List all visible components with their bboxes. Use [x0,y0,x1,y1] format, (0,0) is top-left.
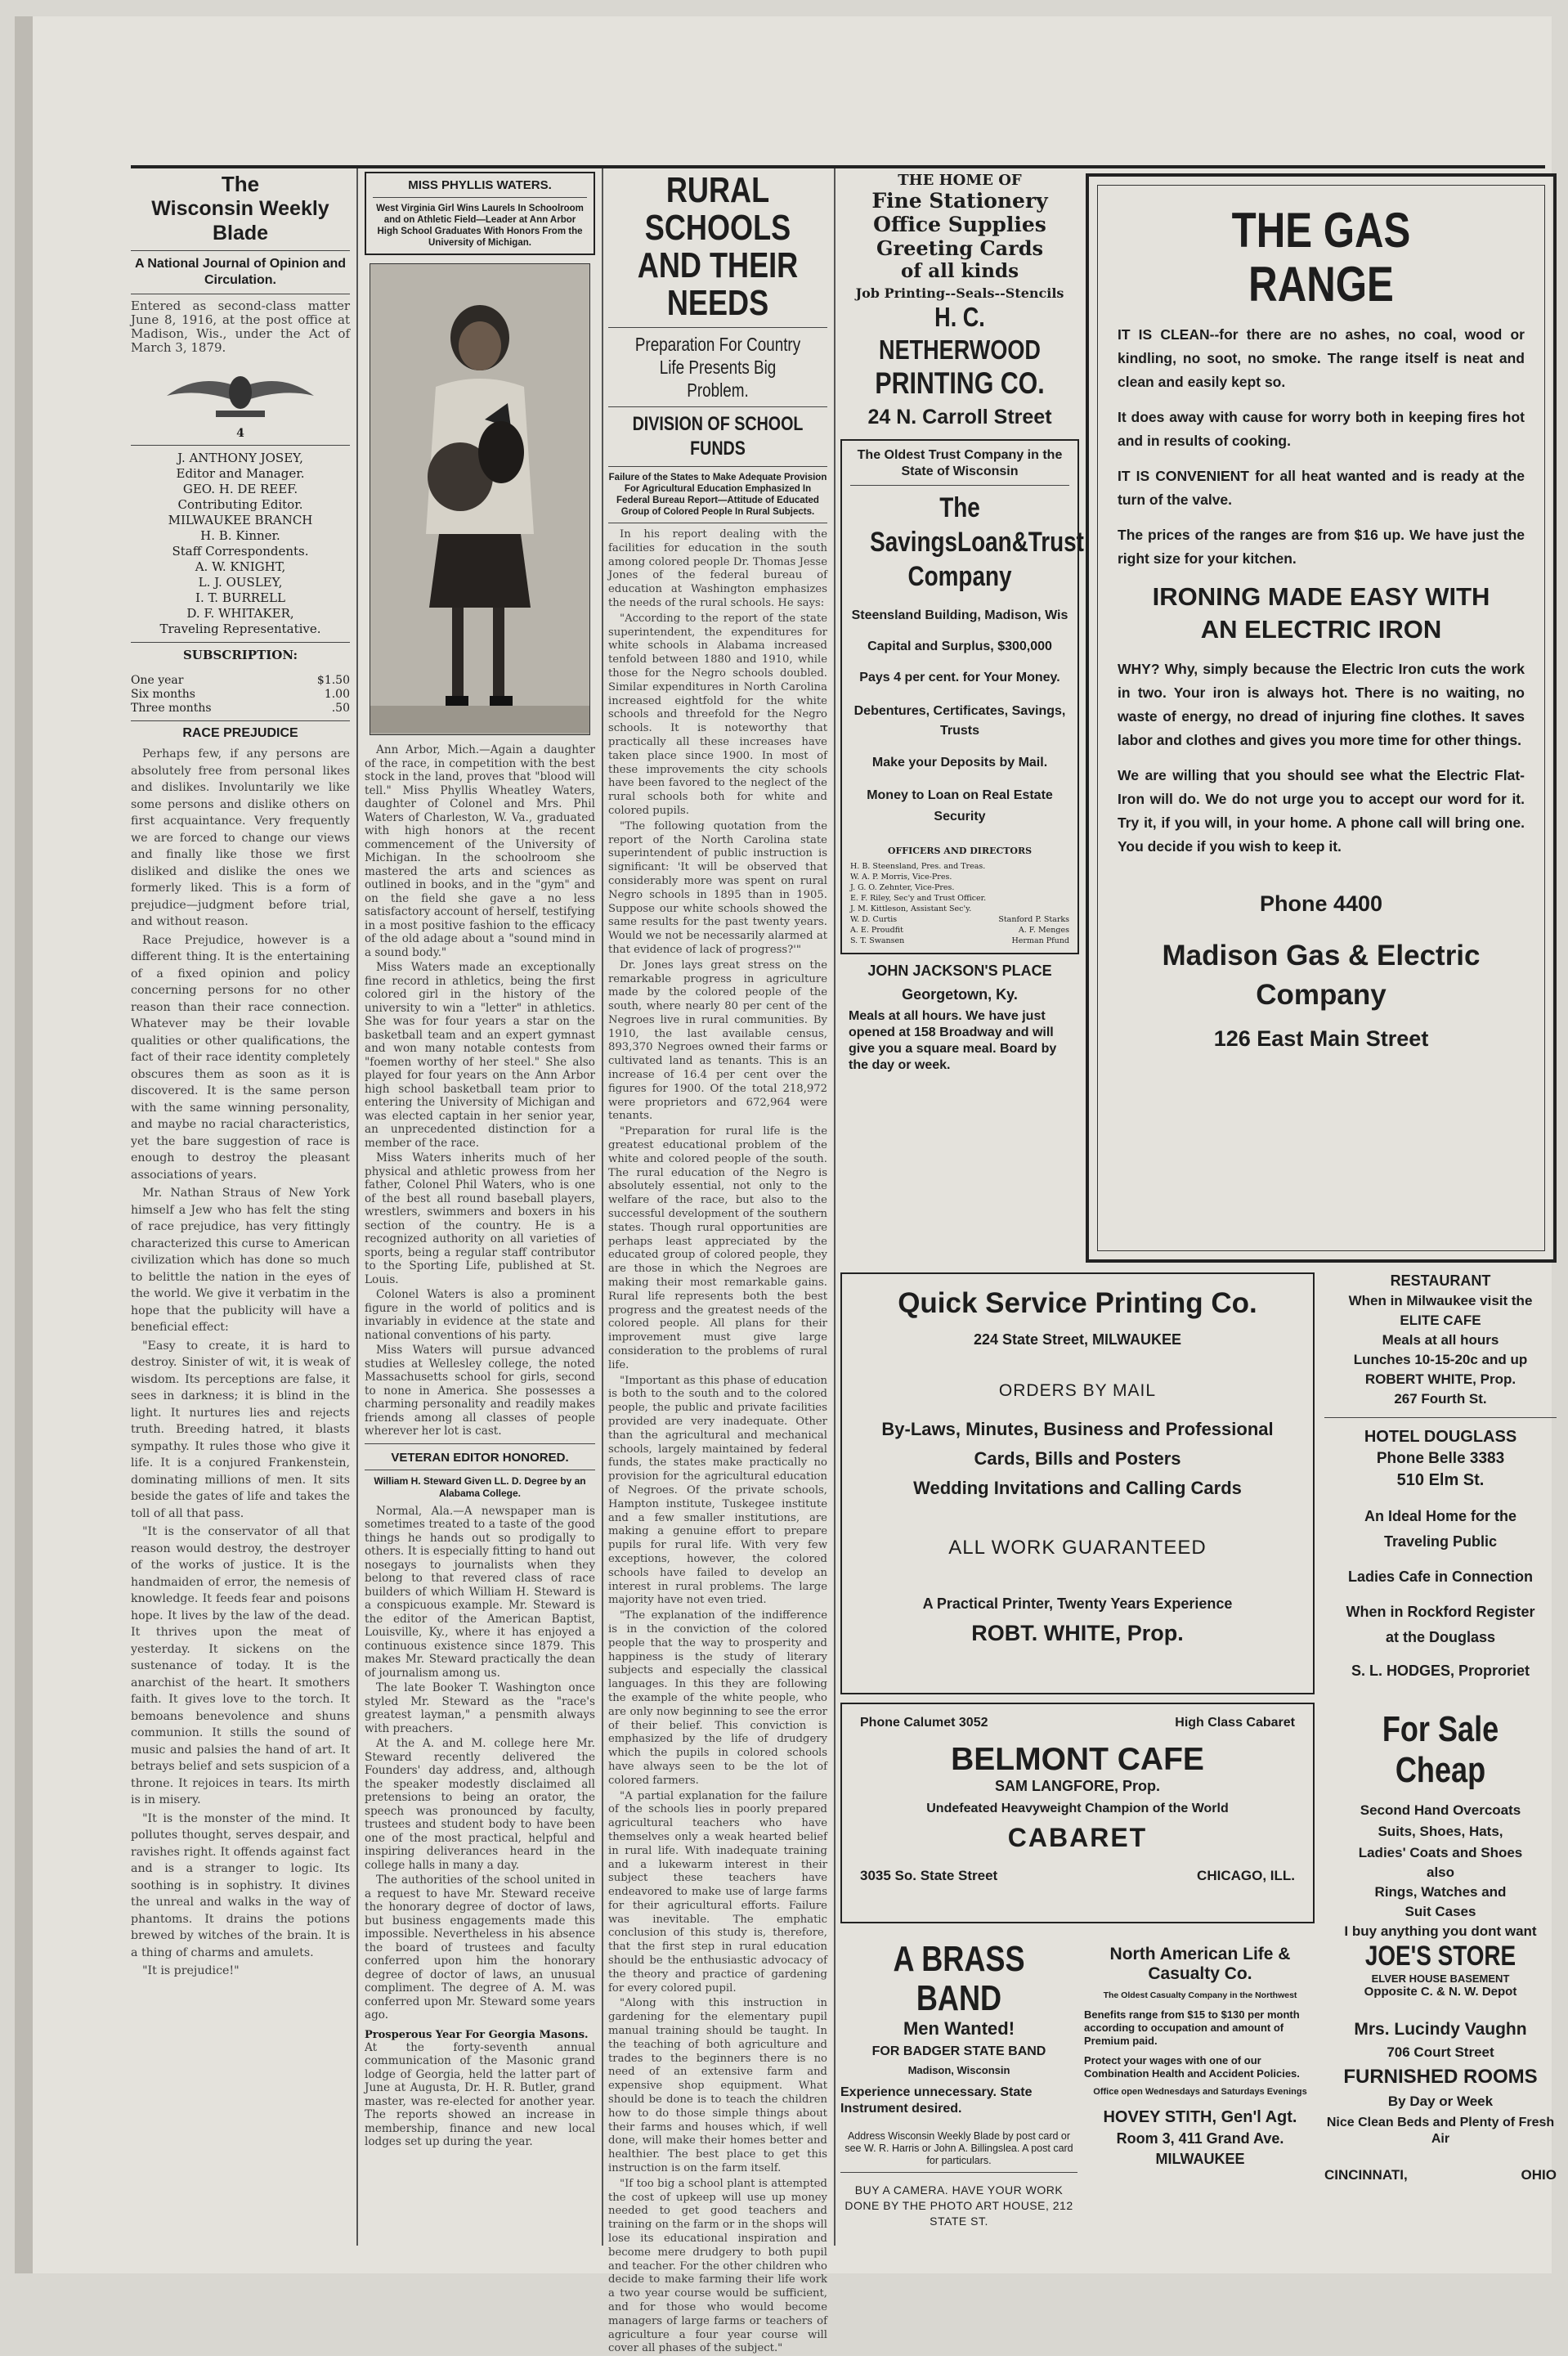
editorial-paragraph: "It is the monster of the mind. It pollutes thought, serves despair, and ravishes right. It offends against fact and is a stranger to logic. Its soothing is in sophistry. It divines the unreal and walks in the way of phantoms. It drains the potions brewed by witches of the brain. It is a thing of charms and amulets. [131,1811,350,1959]
forsale-l3: Ladies' Coats and Shoes [1358,1845,1523,1860]
editorial-paragraph: Race Prejudice, however is a different thing. It is the entertaining of a fixed opinion and policy concerning persons for no other reason than their race connection. Whatever may be their lovable qualities or other qualifications, the fact of their race identity completely obscures them as soon as it is discovered. It is the same person with the same winning personality, and maybe no racial characteristics, yet the bare suggestion of race is enough to destroy the pleasant associations of years. [131,933,350,1182]
insurance-agent: HOVEY STITH, Gen'l Agt. [1103,2108,1297,2126]
gas-address: 126 East Main Street [1213,1026,1429,1051]
bank-officer: J. M. Kittleson, Assistant Sec'y. [850,904,972,913]
bank-director: A. F. Menges [1018,926,1069,935]
rooms-l1: By Day or Week [1387,2093,1494,2109]
binding-gutter [15,16,33,2273]
rural-deck2: DIVISION OF SCHOOL FUNDS [632,413,804,460]
bank-officers [850,861,1069,914]
rooms-name: Mrs. Lucindy Vaughn [1354,2020,1527,2039]
gas-phone: Phone 4400 [1259,891,1383,916]
belmont-prop: SAM LANGFORE, Prop. [995,1778,1160,1794]
veteran-body [365,1505,595,2022]
bank-addr: Steensland Building, Madison, Wis [851,608,1068,622]
rural-paragraph: "Important as this phase of education is both to the south and to the colored people, the public and private facilities provided are very inadequate. Other than the agricultural and mechanical schools, largely maintained by federal funds, the states make practically no provision for the agricultural education of Negroes. Of the private schools, Hampton institute, Tuskegee institute and a few smaller institutions, are making a genuine effort to prepare pupils for rural life. With very few exceptions, however, the colored schools have failed to develop an interest in rural problems. The large majority have not even tried. [608,1374,827,1607]
forsale-l7: I buy anything you dont want [1344,1923,1537,1939]
rooms-title: FURNISHED ROOMS [1343,2066,1538,2088]
phyllis-paragraph: Miss Waters will pursue advanced studies at Wellesley college, the noted Massachusetts school for girls, second to none in America. She possesses a charming personality and readily makes friends among all classes of people wherever her lot is cast. [365,1344,595,1438]
stationery-l3: Office Supplies [873,213,1046,236]
insurance-l3: Office open Wednesdays and Saturdays Evenings [1093,2087,1307,2097]
bank-officer: W. A. P. Morris, Vice-Pres. [850,873,952,882]
rate-row [131,702,350,716]
rural-deck1: Preparation For Country Life Presents Big Problem. [634,334,801,401]
top-rule [131,165,1545,168]
stationery-l9: 24 N. Carroll Street [867,406,1052,429]
staff-list [131,451,350,637]
editorial-paragraph: "Easy to create, it is hard to destroy. Sinister of wit, it is weak of wisdom. Its perceptions are false, it sees in darkness; it is blind in the light. It nurtures lies and rejects truth. Breeding hatred, it blasts sympathy. It rules those who give it life. It is a conjured Frankenstein, dominating millions of men. It sits beside the gates of life and takes the toll of all that pass. [131,1339,350,1520]
veteran-paragraph: The authorities of the school united in a request to have Mr. Steward receive the honorary degree of doctor of laws, but business engagements made this impossible. Nevertheless in his absence the board of trustees and faculty conferred upon him the honorary degree of doctor of laws, an unusual compliment. The degree of A. M. was conferred upon Mr. Steward some years ago. [365,1874,595,2022]
column-rural [608,170,827,2355]
insurance-title1: North American Life & [1109,1945,1291,1963]
restaurant-l6: 267 Fourth St. [1394,1391,1487,1407]
gas-p1: IT IS CLEAN--for there are no ashes, no coal, wood or kindling, no soot, no smoke. The range itself is neat and clean and easily kept so. [1118,326,1525,390]
jackson-city: Georgetown, Ky. [902,986,1018,1003]
camera-ad: BUY A CAMERA. HAVE YOUR WORK DONE BY THE PHOTO ART HOUSE, 212 STATE ST. [844,2183,1073,2228]
bank-director-row [850,925,1069,936]
rural-title-line1: RURAL SCHOOLS [644,170,791,248]
column-phyllis [365,172,595,2265]
rural-paragraph: "A partial explanation for the failure of the schools lies in poorly prepared agricultural teachers who have themselves only a weak hearted belief in rural life. With inadequate training and a lukewarm interest in their subject these teachers have endeavored to make use of large farms for their agricultural efforts. Failure was inevitable. The emphatic conclusion of this study is, therefore, that the first step in rural education should be the enthusiastic advocacy of the theory and practice of gardening for every colored pupil. [608,1789,827,1995]
eagle-emblem [159,363,322,427]
bank-name2: Company [907,561,1012,592]
insurance-title2: Casualty Co. [1148,1964,1252,1983]
bank-name1: SavingsLoan&Trust [870,527,1084,558]
masthead-subtitle: A National Journal of Opinion and Circulation. [134,257,347,287]
column-rule-2 [602,168,603,2246]
restaurant-l2: ELITE CAFE [1400,1313,1481,1328]
staff-name: Staff Correspondents. [172,544,309,559]
brass-band-ad [840,1940,1077,2229]
bank-officer: E. F. Riley, Sec'y and Trust Officer. [850,894,987,903]
column-ads-left [840,172,1084,1259]
forsale-title: For Sale Cheap [1382,1709,1499,1790]
rooms-state: OHIO [1521,2167,1557,2183]
staff-role: A. W. KNIGHT, [195,559,286,574]
emblem-number: 4 [236,427,244,440]
editorial-paragraph: Perhaps few, if any persons are absolutely free from personal likes and dislikes. Involuntarily we like some persons and dislike others on first acquaintance. Very frequently we are forced to change our views and finally like those we first disliked and dislike the ones we formerly liked. This is a form of prejudice—judgment before trial, and without reason. [131,747,350,928]
quick-line3: Wedding Invitations and Calling Cards [913,1478,1242,1498]
masthead-title-line1: The [221,172,260,196]
veteran-paragraph: Normal, Ala.—A newspaper man is sometimes treated to a taste of the good things he hands out so prodigally to others. It is especially fitting to hand out nosegays to journalists when they belong to that revered class of race builders of which William H. Steward is a conspicuous example. Mr. Steward is the editor of the American Baptist, Louisville, Ky., where it has enjoyed a continuous existence since 1879. This makes Mr. Steward practically the dean of journalism among us. [365,1504,595,1680]
editorial-paragraph: "It is the conservator of all that reason would destroy, the destroyer of the works of justice. It is the handmaiden of error, the nemesis of knowledge. It feeds fear and poisons hope. It lives by the law of the dead. It thrives upon the meat of yesterday. It sickens on the sustenance of today. It is the anarchist of the heart. It smothers faith. It gives love to the torch. It bemoans benevolence and shuns communion. It stills the sound of music and palsies the hand of art. It betrays belief and sets suspicion of a throne. It rejoices in tears. Its mirth is in misery. [131,1525,350,1806]
gas-p3: IT IS CONVENIENT for all heat wanted and is ready at the turn of the valve. [1118,468,1525,508]
forsale-l5: Rings, Watches and [1374,1884,1507,1900]
rural-paragraph: "According to the report of the state superintendent, the expenditures for white schools in Alabama increased tenfold between 1880 and 1910, while those for the Negro schools doubled. Similar expenditures in North Carolina increased eightfold for the white schools and threefold for the Negro schools. It is noteworthy that practically all these increases have taken place since 1900. In most of these improvements the city schools have been favored to the neglect of the rural schools both for white and colored pupils. [608,612,827,817]
hotel-title: HOTEL DOUGLASS [1364,1428,1517,1446]
jackson-title: JOHN JACKSON'S PLACE [867,963,1052,979]
veteran-deck: William H. Steward Given LL. D. Degree by an Alabama College. [374,1474,586,1499]
jackson-text: Meals at all hours. We have just opened at 158 Broadway and will give you a square meal. Board by the day or week. [849,1009,1057,1072]
rooms-l2: Nice Clean Beds and Plenty of Fresh Air [1326,2116,1555,2146]
bank-officer: J. G. O. Zehnter, Vice-Pres. [850,883,955,892]
phyllis-deck: West Virginia Girl Wins Laurels In Schoolroom and on Athletic Field—Leader at Ann Arbor High School Graduates With Honors From the University of Michigan. [376,204,584,248]
gas-p2: It does away with cause for worry both in keeping fires hot and in results of cooking. [1118,409,1525,449]
stationery-l7: H. C. NETHERWOOD [879,302,1041,365]
hotel-address: 510 Elm St. [1396,1471,1485,1489]
gas-p6: We are willing that you should see what the Electric Flat-Iron will do. We do not urge you to accept our word for it. Try it, if you will, in your home. A phone call will bring one. You decide if you wish to keep it. [1118,767,1525,855]
rate-label: Six months [131,688,195,701]
veteran-paragraph: At the A. and M. college here Mr. Steward recently delivered the Founders' day address, and, although the speaker modestly disclaimed all pretensions to being an orator, the speech was pronounced by faculty, trustees and student body to have been one of the most practical, helpful and inspiring deliverances heard in the college halls in many a day. [365,1737,595,1872]
forsale-store3: Opposite C. & N. W. Depot [1364,1985,1517,1999]
rate-row [131,674,350,688]
portrait-photo [370,263,590,735]
editorial-paragraph: "It is prejudice!" [142,1964,240,1977]
quick-prop: ROBT. WHITE, Prop. [971,1621,1184,1645]
rural-body [608,528,827,2356]
gas-iron1: IRONING MADE EASY WITH [1152,582,1490,611]
forsale-ad [1324,1709,1557,1999]
brass-wanted: Men Wanted! [903,2018,1015,2039]
phyllis-body [365,743,595,1438]
belmont-ad [840,1703,1315,1923]
bank-officers-title: OFFICERS AND DIRECTORS [887,846,1033,856]
forsale-l4: also [1426,1865,1455,1880]
column-rule-1 [356,168,358,2246]
rural-paragraph: In his report dealing with the facilities for education in the south among colored people Dr. Thomas Jesse Jones of the federal bureau of education at Washington emphasizes the needs of the rural schools. He says: [608,528,827,609]
belmont-title: BELMONT CAFE [951,1742,1204,1777]
veteran-paragraph: The late Booker T. Washington once styled Mr. Steward as the "race's greatest layman," a pensmith always with preachers. [365,1681,595,1735]
stationery-ad [840,172,1079,429]
rate-label: One year [131,674,184,687]
staff-name: L. J. OUSLEY, [198,575,283,590]
insurance-l2: Protect your wages with one of our Combination Health and Accident Policies. [1084,2054,1300,2080]
restaurant-ad [1324,1272,1557,1680]
stationery-l6: Job Printing--Seals--Stencils [855,285,1064,301]
subscription-rates [131,674,350,716]
brass-address: Address Wisconsin Weekly Blade by post card or see W. R. Harris or John A. Billingslea. A post card for particulars. [844,2130,1073,2166]
column-rule-3 [834,168,836,2246]
bank-ad [840,439,1084,954]
phyllis-paragraph: Colonel Waters is also a prominent figure in the world of politics and is invariably in evidence at the state and national conventions of his party. [365,1288,595,1342]
entry-notice: Entered as second-class matter June 8, 1916, at the post office at Madison, Wis., under the Act of March 3, 1879. [131,298,350,355]
staff-name: MILWAUKEE BRANCH [168,513,313,527]
insurance-ad [1084,1945,1316,2168]
quick-line2: Cards, Bills and Posters [974,1448,1181,1469]
quick-experience: A Practical Printer, Twenty Years Experience [922,1595,1233,1612]
rural-paragraph: "The following quotation from the report of the North Carolina state superintendent of public instruction is significant: 'It will be observed that considerably more was spent on rural Negro schools in 1895 than in 1905. Suppose our white schools showed the same results for the past twenty years. Would we not be necessarily alarmed at that evidence of lack of progress?'" [608,819,827,956]
bank-capital: Capital and Surplus, $300,000 [867,639,1052,653]
brass-exp: Experience unnecessary. State Instrument desired. [840,2085,1033,2116]
belmont-champ: Undefeated Heavyweight Champion of the World [926,1802,1229,1815]
gas-range-ad [1086,173,1557,1263]
editorial-body [131,746,350,1980]
stationery-l4: Greeting Cards [876,236,1044,260]
bank-director: Herman Pfund [1011,936,1069,945]
rural-paragraph: "Along with this instruction in gardening for the elementary pupil manual training should be taught. In the teaching of both agriculture and trades to the beginners there is no need of an extensive farm and expensive shop equipment. What should be done is to teach the children how to do those simple things about their farms and houses which, if well done, will make their homes better and healthier. The best place to get this instruction is on the farm itself. [608,1997,827,2175]
insurance-l1: Benefits range from $15 to $130 per month according to occupation and amount of Premium paid. [1084,2008,1300,2047]
bank-director: A. E. Proudfit [850,926,903,935]
masons-body: At the forty-seventh annual communication of the Masonic grand lodge of Georgia, held the latter part of June at Augusta, Dr. H. R. Butler, grand master, was re-elected for another year. The reports showed an increase in membership, finance and new local lodges set up during the year. [365,2040,595,2148]
masons-title: Prosperous Year For Georgia Masons. [365,2028,589,2041]
phyllis-paragraph: Miss Waters made an exceptionally fine record in athletics, being the first colored girl in the history of the university to win a "letter" in athletics. She was for four years a star on the basketball team and an expert gymnast and won many notable contests from "foemen worthy of her steel." She also played for four years on the Ann Arbor high school basketball team prior to entering the University of Michigan and was elected captain in her senior year, an unprecedented distinction for a member of the race. [365,961,595,1150]
rate-price: $1.50 [316,674,350,687]
staff-name: GEO. H. DE REEF. [182,482,298,496]
bank-loan: Money to Loan on Real Estate Security [867,788,1053,823]
staff-role: Contributing Editor. [177,497,303,512]
rooms-address: 706 Court Street [1387,2044,1494,2060]
forsale-l1: Second Hand Overcoats [1360,1802,1521,1818]
quick-line1: By-Laws, Minutes, Business and Professional [881,1419,1274,1439]
restaurant-l5: ROBERT WHITE, Prop. [1364,1371,1516,1387]
insurance-city: MILWAUKEE [1155,2151,1245,2167]
staff-role: Editor and Manager. [176,466,305,481]
brass-title: A BRASS BAND [893,1939,1025,2018]
gas-p5: WHY? Why, simply because the Electric Iron cuts the work in two. Your iron is always hot. There is no waiting, no waste of energy, no dread of injuring fine clothes. It saves labor and clothes and gives you more time for other things. [1118,661,1525,748]
rooms-ad [1324,2020,1557,2183]
insurance-sub: The Oldest Casualty Company in the Northwest [1103,1990,1297,2000]
hotel-l2: Traveling Public [1383,1533,1498,1550]
belmont-address: 3035 So. State Street [860,1868,998,1883]
restaurant-title: RESTAURANT [1390,1272,1491,1289]
veteran-title: VETERAN EDITOR HONORED. [391,1450,569,1465]
hotel-prop: S. L. HODGES, Proproriet [1351,1663,1530,1679]
newspaper-page [15,16,1557,2355]
bank-the: The [939,492,980,523]
restaurant-l1: When in Milwaukee visit the [1348,1293,1533,1308]
staff-name: I. T. BURRELL [195,590,285,605]
belmont-phone: Phone Calumet 3052 [860,1716,988,1730]
brass-for: FOR BADGER STATE BAND [871,2044,1046,2058]
bank-director-row [850,936,1069,946]
phyllis-paragraph: Miss Waters inherits much of her physical and athletic prowess from her father, Colonel Phil Waters, who is one of the best all round baseball players, wrestlers, swimmers and boxers in his section of the country. He is a recognized authority on all varieties of sports, being a regular staff contributor to the Sporting Life, published at St. Louis. [365,1151,595,1286]
editorial-title: RACE PREJUDICE [182,726,298,740]
bank-director: W. D. Curtis [850,915,898,924]
rate-price: .50 [331,702,350,715]
rural-deck3: Failure of the States to Make Adequate Provision For Agricultural Education Emphasized In Federal Bureau Report—Attitude of Educated Group of Colored People In Rural Subjects. [608,473,827,517]
rural-paragraph: "Preparation for rural life is the greatest educational problem of the white and colored people of the south. The rural education of the Negro is absolutely essential, not only to the welfare of the race, but also to the successful development of the southern states. Though rural opportunities are perhaps least appreciated by the educated group of colored people, they are those in which the Negroes are making their most remarkable gains. Rural life represents both the best progress and the greatest needs of the colored people. All plans for their improvement must give large consideration to the problems of rural life. [608,1125,827,1371]
bank-directors [850,914,1069,946]
hotel-l1: An Ideal Home for the [1364,1508,1517,1524]
column-masthead [131,172,350,2265]
rooms-city: CINCINNATI, [1324,2167,1408,2183]
staff-role: H. B. Kinner. [200,528,280,543]
quick-guarantee: ALL WORK GUARANTEED [948,1537,1207,1559]
stationery-l8: PRINTING CO. [875,366,1045,400]
bank-mail: Make your Deposits by Mail. [871,756,1048,770]
jackson-ad [840,963,1079,1079]
hotel-phone: Phone Belle 3383 [1376,1450,1505,1467]
staff-name: J. ANTHONY JOSEY, [177,451,303,465]
hotel-l3: Ladies Cafe in Connection [1347,1568,1534,1585]
hotel-l5: at the Douglass [1385,1629,1496,1645]
gas-title: THE GAS RANGE [1231,203,1411,312]
rural-paragraph: "The explanation of the indifference is in the conviction of the colored people that the way to prosperity and happiness is the study of literary subjects and especially the classical languages. In this they are following the example of the white people, who are only now beginning to see the error of their belief. This conviction is emphasized by the life of drudgery which the pupils in colored schools have always seen to be the lot of colored farmers. [608,1609,827,1787]
stationery-l5: of all kinds [900,260,1019,282]
restaurant-l3: Meals at all hours [1382,1332,1499,1348]
gas-company1: Madison Gas & Electric [1162,940,1481,972]
bank-director: Stanford P. Starks [998,915,1069,924]
bank-officer: H. B. Steensland, Pres. and Treas. [850,862,986,871]
bank-director-row [850,914,1069,925]
phyllis-paragraph: Ann Arbor, Mich.—Again a daughter of the race, in competition with the best stock in the land, proves that "blood will tell." Miss Phyllis Wheatley Waters, daughter of Colonel and Mrs. Phil Waters of Charleston, W. Va., graduated with high honors at the recent commencement of the University of Michigan. In the schoolroom she mastered the arts and sciences as outlined in books, and in the "gym" and on the field she gave a no less satisfactory account of herself, testifying in a most positive fashion to the efficacy of the old adage about a "sound mind in a sound body." [365,743,595,959]
quick-address: 224 State Street, MILWAUKEE [973,1331,1182,1348]
forsale-l2: Suits, Shoes, Hats, [1378,1824,1503,1839]
bank-pays: Pays 4 per cent. for Your Money. [859,671,1060,684]
belmont-cabaret-top: High Class Cabaret [1175,1716,1295,1730]
subscription-title: SUBSCRIPTION: [182,648,298,662]
gas-p4: The prices of the ranges are from $16 up. We have just the right size for your kitchen. [1118,527,1525,567]
masthead-title: Wisconsin Weekly Blade [151,197,329,245]
staff-role: D. F. WHITAKER, [186,606,294,621]
forsale-l6: Suit Cases [1404,1904,1476,1919]
gas-company2: Company [1256,979,1387,1011]
stationery-l1: THE HOME OF [898,172,1022,189]
editorial-paragraph: Mr. Nathan Straus of New York himself a Jew who has felt the sting of race prejudice, has very fittingly characterized this curse to American civilization which has done so much to belittle the nation in the eyes of the world. We give it verbatim in the hope that the publicity will have a beneficial effect: [131,1187,350,1334]
brass-city: Madison, Wisconsin [907,2064,1010,2076]
quick-service-ad [840,1272,1315,1694]
hotel-l4: When in Rockford Register [1346,1604,1535,1620]
forsale-store2: ELVER HOUSE BASEMENT [1371,1972,1510,1985]
quick-orders: ORDERS BY MAIL [998,1381,1157,1400]
phyllis-title: MISS PHYLLIS WATERS. [408,178,552,192]
stationery-l2: Fine Stationery [871,189,1048,213]
rural-paragraph: "If too big a school plant is attempted the cost of upkeep will use up money needed to get good teachers and training on the farm or in the shops will lose its educational inspiration and become mere drudgery to both pupil and teacher. For the other children who decide to make farming their life work a two year course would be sufficient, and for those who would become managers of large farms or teachers of agriculture a four year course will cover all phases of the subject." [608,2177,827,2355]
rural-paragraph: Dr. Jones lays great stress on the remarkable progress in agriculture made by the colored people of the south, where nearly 80 per cent of the Negroes live in rural communities. By 1910, the last available census, 893,370 Negroes owned their farms or cultivated land as tenants. This is an increase of 16.4 per cent over the figures for 1900. Of the total 218,972 were proprietors and 672,964 were tenants. [608,958,827,1123]
staff-name: Traveling Representative. [159,622,321,636]
forsale-store: JOE'S STORE [1364,1941,1516,1972]
rate-row [131,688,350,702]
bank-deb: Debentures, Certificates, Savings, Trusts [853,704,1066,738]
insurance-room: Room 3, 411 Grand Ave. [1116,2130,1284,2147]
bank-director: S. T. Swansen [850,936,905,945]
rate-price: 1.00 [324,688,350,701]
rate-label: Three months [131,702,212,715]
gas-iron2: AN ELECTRIC IRON [1200,615,1442,644]
bank-head: The Oldest Trust Company in the State of Wisconsin [857,448,1063,478]
quick-title: Quick Service Printing Co. [898,1287,1257,1319]
belmont-city: CHICAGO, ILL. [1197,1868,1295,1883]
rural-title-line2: AND THEIR NEEDS [637,245,799,323]
restaurant-l4: Lunches 10-15-20c and up [1353,1352,1528,1367]
belmont-cabaret: CABARET [1007,1823,1148,1852]
